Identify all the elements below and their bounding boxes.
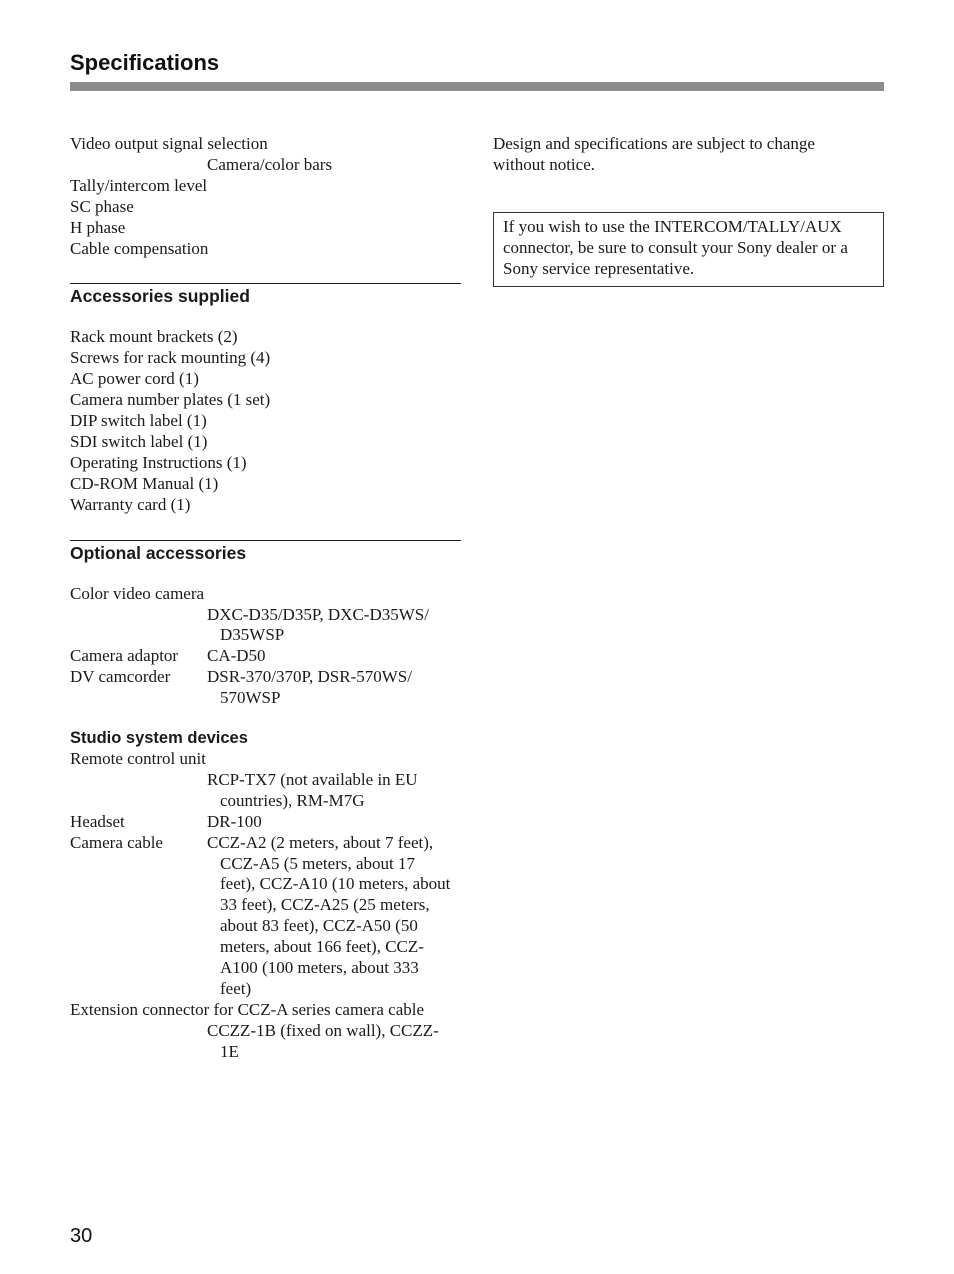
list-item: DIP switch label (1) bbox=[70, 411, 207, 431]
page-title: Specifications bbox=[70, 50, 220, 75]
cable-value-cont: meters, about 166 feet), CCZ- bbox=[220, 937, 424, 957]
color-camera-value: DXC-D35/D35P, DXC-D35WS/ bbox=[207, 604, 429, 624]
section-divider bbox=[70, 540, 461, 541]
list-item: Operating Instructions (1) bbox=[70, 452, 247, 472]
intercom-notice-line: Sony service representative. bbox=[503, 258, 695, 278]
intercom-notice-line: connector, be sure to consult your Sony dealer or a bbox=[503, 237, 848, 257]
dv-value-cont: 570WSP bbox=[220, 688, 281, 708]
right-column bbox=[493, 134, 884, 287]
headset-row bbox=[70, 812, 461, 833]
list-item: Camera number plates (1 set) bbox=[70, 390, 271, 410]
optional-accessories-list bbox=[70, 584, 461, 709]
list-item: SDI switch label (1) bbox=[70, 431, 208, 451]
list-item: Warranty card (1) bbox=[70, 494, 191, 514]
list-item: AC power cord (1) bbox=[70, 369, 199, 389]
list-item: CD-ROM Manual (1) bbox=[70, 473, 219, 493]
adaptor-value: CA-D50 bbox=[207, 646, 266, 666]
cable-value-cont: feet), CCZ-A10 (10 meters, about bbox=[220, 874, 451, 894]
color-camera-value-cont: D35WSP bbox=[220, 625, 285, 645]
page-number: 30 bbox=[70, 1225, 93, 1247]
left-column bbox=[70, 134, 461, 1063]
video-output-label: Video output signal selection bbox=[70, 134, 268, 153]
setting-item: H phase bbox=[70, 217, 126, 237]
headset-label: Headset bbox=[70, 811, 125, 831]
title-bar bbox=[70, 82, 884, 91]
cable-value-cont: CCZ-A5 (5 meters, about 17 bbox=[220, 853, 415, 873]
setting-item: SC phase bbox=[70, 196, 134, 216]
rcu-value: RCP-TX7 (not available in EU bbox=[207, 769, 418, 789]
video-output-value: Camera/color bars bbox=[207, 154, 333, 174]
accessories-supplied-heading: Accessories supplied bbox=[70, 286, 250, 307]
dv-label: DV camcorder bbox=[70, 667, 171, 687]
intercom-notice-box bbox=[493, 212, 884, 287]
setting-item: Tally/intercom level bbox=[70, 175, 208, 195]
color-camera-label: Color video camera bbox=[70, 583, 205, 603]
intercom-notice-line: If you wish to use the INTERCOM/TALLY/AUX bbox=[503, 216, 842, 236]
rcu-value-cont: countries), RM-M7G bbox=[220, 790, 365, 810]
cable-label: Camera cable bbox=[70, 832, 163, 852]
change-notice: Design and specifications are subject to change bbox=[493, 134, 815, 153]
list-item: Rack mount brackets (2) bbox=[70, 327, 238, 347]
cable-value: CCZ-A2 (2 meters, about 7 feet), bbox=[207, 832, 434, 852]
optional-accessories-heading: Optional accessories bbox=[70, 542, 247, 563]
adaptor-row bbox=[70, 646, 461, 667]
cable-value-cont: about 83 feet), CCZ-A50 (50 bbox=[220, 916, 418, 936]
cable-value-cont: feet) bbox=[220, 979, 252, 998]
extension-connector-value: CCZZ-1B (fixed on wall), CCZZ- bbox=[207, 1020, 439, 1040]
dv-value: DSR-370/370P, DSR-570WS/ bbox=[207, 667, 412, 687]
headset-value: DR-100 bbox=[207, 811, 262, 831]
extension-connector-value-cont: 1E bbox=[220, 1041, 239, 1061]
section-divider bbox=[70, 283, 461, 284]
adaptor-label: Camera adaptor bbox=[70, 646, 179, 666]
accessories-supplied-list bbox=[70, 327, 461, 515]
dv-row bbox=[70, 667, 461, 688]
rcu-label: Remote control unit bbox=[70, 749, 206, 769]
cable-value-cont: A100 (100 meters, about 333 bbox=[220, 958, 419, 978]
list-item: Screws for rack mounting (4) bbox=[70, 348, 271, 368]
studio-devices-heading: Studio system devices bbox=[70, 729, 248, 748]
cable-value-cont: 33 feet), CCZ-A25 (25 meters, bbox=[220, 895, 430, 915]
cable-row bbox=[70, 833, 461, 854]
change-notice-cont: without notice. bbox=[493, 154, 595, 174]
setting-item: Cable compensation bbox=[70, 238, 209, 258]
extension-connector-label: Extension connector for CCZ-A series camera cable bbox=[70, 999, 425, 1019]
